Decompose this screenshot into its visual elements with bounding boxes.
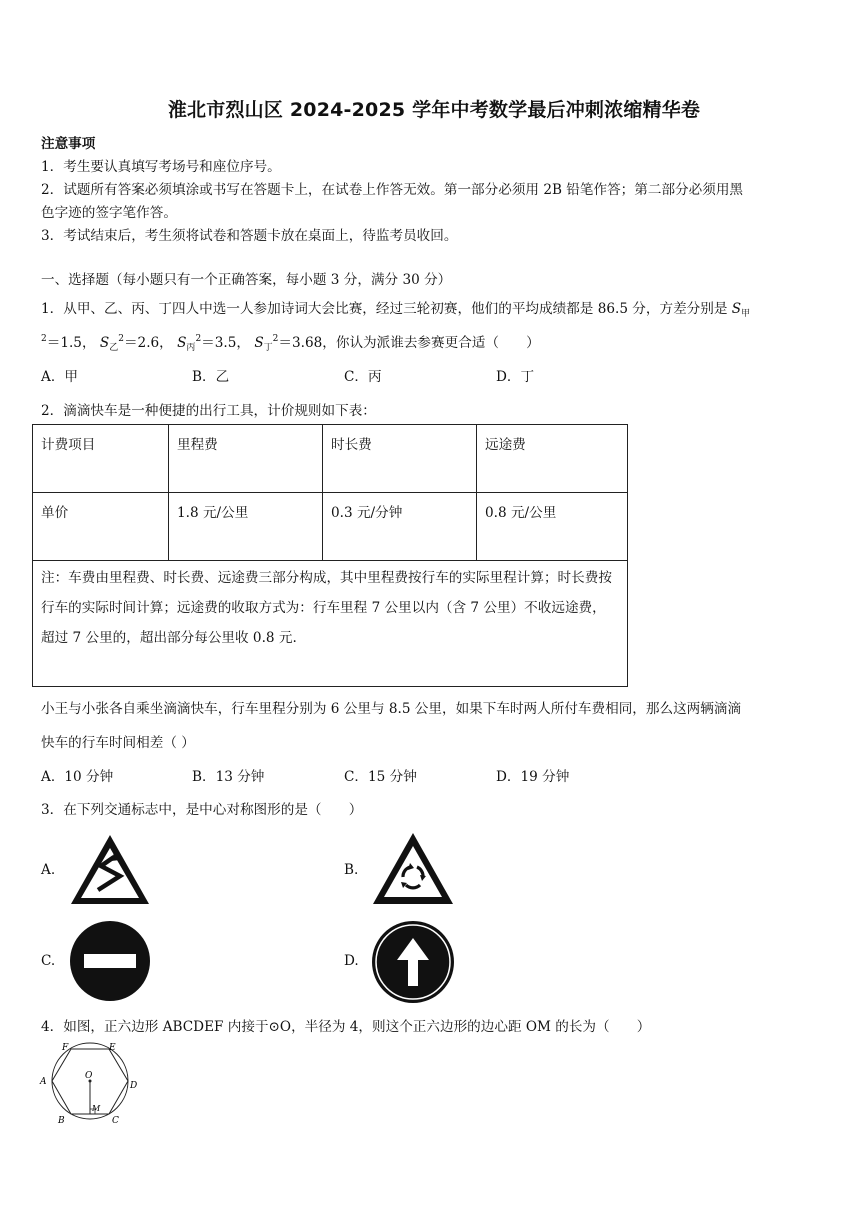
- table-cell: 单价: [33, 493, 169, 561]
- notice-item-2-cont: 色字迹的签字笔作答。: [41, 205, 177, 221]
- q1-sq-jia: 2: [41, 334, 47, 344]
- q1-option-b: B．乙: [192, 369, 230, 385]
- q1-option-a: A．甲: [41, 369, 79, 385]
- q2-option-b: B．13 分钟: [192, 769, 265, 785]
- q1-value-jia: ＝1.5，: [46, 335, 96, 351]
- q1-sq-ding: 2: [272, 334, 279, 344]
- notice-heading: 注意事项: [41, 136, 96, 152]
- no-entry-sign-icon: [68, 920, 152, 1002]
- figure-label-b: B: [58, 1116, 65, 1126]
- q1-sub-yi: 乙: [109, 343, 119, 353]
- q3-option-a-label: A.: [41, 862, 56, 878]
- figure-label-m: M: [92, 1104, 101, 1113]
- q2-option-d: D．19 分钟: [496, 769, 570, 785]
- figure-label-a: A: [40, 1077, 47, 1087]
- q1-s-symbol: S: [731, 301, 742, 317]
- table-header-cell: 计费项目: [33, 425, 169, 493]
- straight-ahead-sign-icon: [370, 920, 456, 1004]
- q1-s-symbol: S: [254, 335, 264, 351]
- figure-label-c: C: [112, 1116, 119, 1126]
- q4-stem: 4．如图，正六边形 ABCDEF 内接于⊙O，半径为 4，则这个正六边形的边心距 OM 的长为（ ）: [41, 1019, 651, 1035]
- q2-option-c: C．15 分钟: [344, 769, 417, 785]
- q1-value-bing: ＝3.5，: [201, 335, 250, 351]
- q3-option-c-label: C.: [41, 953, 56, 969]
- table-note-row: [33, 561, 628, 687]
- table-cell: 1.8 元/公里: [169, 493, 323, 561]
- q1-sq-bing: 2: [195, 334, 202, 344]
- table-header-cell: 远途费: [477, 425, 628, 493]
- table-header-row: [33, 425, 628, 493]
- q1-value-yi: ＝2.6，: [123, 335, 173, 351]
- table-cell: 0.3 元/分钟: [323, 493, 477, 561]
- q1-stem-line1: [41, 297, 750, 319]
- zigzag-warning-sign-icon: [68, 832, 152, 908]
- table-cell: 0.8 元/公里: [477, 493, 628, 561]
- q1-option-d: D．丁: [496, 369, 535, 385]
- page-title: 淮北市烈山区 2024-2025 学年中考数学最后冲刺浓缩精华卷: [167, 99, 701, 121]
- q1-stem-line2: [41, 331, 540, 353]
- q1-sub-bing: 丙: [186, 343, 196, 353]
- roundabout-warning-sign-icon: [370, 830, 456, 908]
- q2-line2: 快车的行车时间相差（ ）: [41, 735, 195, 751]
- table-header-cell: 里程费: [169, 425, 323, 493]
- q1-s-symbol: S: [99, 335, 110, 351]
- q1-s-symbol: S: [177, 335, 187, 351]
- figure-label-f: F: [62, 1043, 69, 1053]
- q1-sq-yi: 2: [118, 334, 124, 344]
- section-heading: 一、选择题（每小题只有一个正确答案，每小题 3 分，满分 30 分）: [41, 272, 452, 288]
- table-row: [33, 493, 628, 561]
- q2-option-a: A．10 分钟: [41, 769, 114, 785]
- q1-sub-ding: 丁: [263, 343, 273, 353]
- q2-stem: 2．滴滴快车是一种便捷的出行工具，计价规则如下表：: [41, 403, 376, 419]
- q1-option-c: C．丙: [344, 369, 382, 385]
- notice-item-1: 1．考生要认真填写考场号和座位序号。: [41, 159, 281, 175]
- q3-option-d-label: D.: [344, 953, 359, 969]
- q1-stem-text: 1．从甲、乙、丙、丁四人中选一人参加诗词大会比赛，经过三轮初赛，他们的平均成绩都是 86.5 分，方差分别是: [41, 301, 728, 317]
- table-header-cell: 时长费: [323, 425, 477, 493]
- figure-label-o: O: [85, 1071, 93, 1081]
- figure-label-e: E: [109, 1043, 116, 1053]
- q1-sub-jia: 甲: [741, 309, 751, 319]
- fee-table: [32, 424, 628, 687]
- q3-option-b-label: B.: [344, 862, 359, 878]
- q2-line1: 小王与小张各自乘坐滴滴快车，行车里程分别为 6 公里与 8.5 公里，如果下车时两人所付车费相同，那么这两辆滴滴: [41, 701, 742, 717]
- hexagon-circle-figure: [36, 1040, 146, 1128]
- table-note: 注：车费由里程费、时长费、远途费三部分构成，其中里程费按行车的实际里程计算；时长费按行车的实际时间计算；远途费的收取方式为：行车里程 7 公里以内（含 7 公里）不收远途费，超过 7 公里的，超出部分每公里收 0.8 元.: [33, 561, 628, 687]
- q3-stem: 3．在下列交通标志中，是中心对称图形的是（ ）: [41, 802, 363, 818]
- notice-item-3: 3．考试结束后，考生须将试卷和答题卡放在桌面上，待监考员收回。: [41, 228, 458, 244]
- figure-label-d: D: [130, 1081, 138, 1091]
- notice-item-2: 2．试题所有答案必须填涂或书写在答题卡上，在试卷上作答无效。第一部分必须用 2B 铅笔作答；第二部分必须用黑: [41, 182, 744, 198]
- q1-value-ding: ＝3.68，你认为派谁去参赛更合适（ ）: [278, 335, 540, 351]
